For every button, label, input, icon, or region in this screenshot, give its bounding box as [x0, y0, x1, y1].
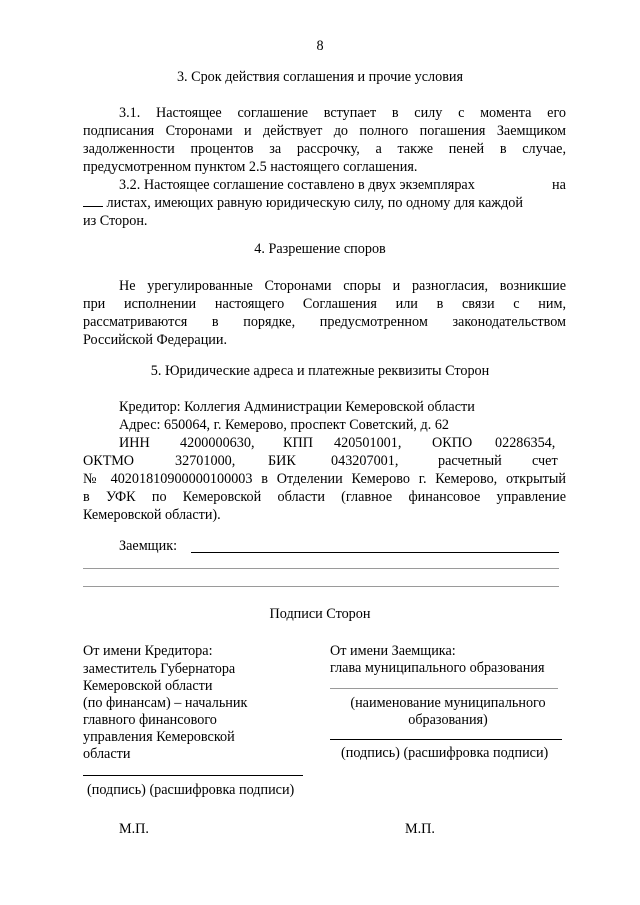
creditor-position-line-2: Кемеровской области	[83, 678, 213, 694]
oktmo-label: ОКТМО	[83, 453, 135, 469]
section-4-line-4: Российской Федерации.	[83, 332, 228, 348]
borrower-seal: М.П.	[405, 821, 435, 837]
creditor-signature-title: От имени Кредитора:	[83, 643, 213, 659]
account-label-1: расчетный	[438, 453, 502, 469]
creditor-seal: М.П.	[119, 821, 149, 837]
creditor-position-line-4: главного финансового	[83, 712, 217, 728]
borrower-signature-line	[330, 739, 562, 740]
section-3-heading: 3. Срок действия соглашения и прочие условия	[176, 69, 464, 85]
borrower-name-caption-1: (наименование муниципального	[350, 695, 546, 711]
section-4-line-1: Не урегулированные Сторонами споры и разногласия, возникшие	[119, 278, 566, 294]
borrower-line-1	[191, 552, 559, 553]
borrower-signature-caption: (подпись) (расшифровка подписи)	[341, 745, 549, 761]
inn-value: 4200000630,	[180, 435, 255, 451]
creditor-position-line-6: области	[83, 746, 131, 762]
borrower-signature-title: От имени Заемщика:	[330, 643, 456, 659]
creditor-signature-caption: (подпись) (расшифровка подписи)	[87, 782, 295, 798]
borrower-line-2	[83, 568, 559, 569]
section-3-p2-line-2-text: листах, имеющих равную юридическую силу, по одному для каждой	[106, 195, 523, 211]
creditor-position-line-1: заместитель Губернатора	[83, 661, 236, 677]
bik-value: 043207001,	[331, 453, 399, 469]
creditor-position-line-3: (по финансам) – начальник	[83, 695, 248, 711]
page-number: 8	[316, 38, 324, 54]
okpo-label: ОКПО	[432, 435, 473, 451]
section-3-p2-on: на	[552, 177, 566, 193]
creditor-signature-line	[83, 775, 303, 776]
section-3-p1-line-2: подписания Сторонами и действует до полного погашения Заемщиком	[83, 123, 566, 139]
section-3-p1-line-3: задолженности процентов за рассрочку, а также пеней в случае,	[83, 141, 566, 157]
creditor-address: Адрес: 650064, г. Кемерово, проспект Советский, д. 62	[119, 417, 450, 433]
section-3-p2-line-3: из Сторон.	[83, 213, 148, 229]
section-4-line-3: рассматриваются в порядке, предусмотренном законодательством	[83, 314, 566, 330]
signatures-heading: Подписи Сторон	[269, 606, 371, 622]
section-3-p2-line-1	[119, 176, 475, 194]
kpp-value: 420501001,	[334, 435, 402, 451]
section-3-p1-line-1: 3.1. Настоящее соглашение вступает в силу с момента его	[119, 105, 566, 121]
borrower-line-3	[83, 586, 559, 587]
borrower-position: глава муниципального образования	[330, 660, 545, 676]
account-number-line: № 40201810900000100003 в Отделении Кемерово г. Кемерово, открытый	[83, 471, 566, 487]
creditor-position-line-5: управления Кемеровской	[83, 729, 235, 745]
kpp-label: КПП	[283, 435, 313, 451]
okpo-value: 02286354,	[495, 435, 556, 451]
account-label-2: счет	[532, 453, 558, 469]
ufk-line: в УФК по Кемеровской области (главное финансовое управление	[83, 489, 566, 505]
section-3-p2-text: 3.2. Настоящее соглашение составлено в двух экземплярах	[119, 177, 475, 193]
borrower-name-line	[330, 688, 558, 689]
section-4-heading: 4. Разрешение споров	[254, 241, 386, 257]
requisites-last-line: Кемеровской области).	[83, 507, 221, 523]
bik-label: БИК	[268, 453, 296, 469]
inn-label: ИНН	[119, 435, 150, 451]
section-4-line-2: при исполнении настоящего Соглашения или в связи с ним,	[83, 296, 566, 312]
borrower-label: Заемщик:	[119, 538, 178, 554]
oktmo-value: 32701000,	[175, 453, 236, 469]
section-5-heading: 5. Юридические адреса и платежные реквизиты Сторон	[150, 363, 490, 379]
section-3-p2-line-2	[83, 194, 523, 212]
borrower-name-caption-2: образования)	[408, 712, 488, 728]
section-3-p1-line-4: предусмотренном пунктом 2.5 настоящего соглашения.	[83, 159, 418, 175]
sheets-count-blank	[83, 194, 103, 207]
creditor-name: Кредитор: Коллегия Администрации Кемеровской области	[119, 399, 475, 415]
